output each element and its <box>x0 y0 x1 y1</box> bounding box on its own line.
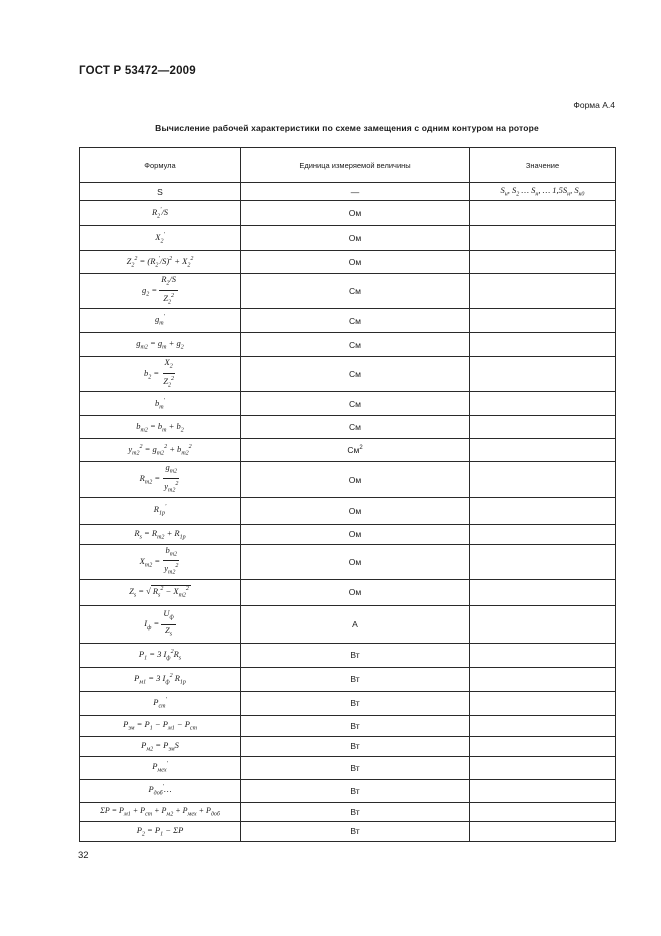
unit-cell: См <box>241 416 470 439</box>
formula-cell: S <box>80 183 241 201</box>
formula-cell: $\Sigma P = P_{м1} + P_{ст} + P_{м2} + P_{мех} + P_{доб}$ <box>80 802 241 821</box>
value-cell <box>470 605 616 643</box>
unit-cell: Ом <box>241 524 470 544</box>
formula-cell: $R_s = R_{m2} + R_{1р}$ <box>80 524 241 544</box>
value-cell <box>470 357 616 392</box>
unit-cell: Вт <box>241 643 470 667</box>
table-row <box>80 201 616 226</box>
table-row <box>80 756 616 779</box>
unit-cell: Ом <box>241 544 470 579</box>
value-cell <box>470 497 616 524</box>
formula-cell: $P_1 = 3$ $I_ф^2R_s$ <box>80 643 241 667</box>
unit-cell: Вт <box>241 667 470 691</box>
unit-cell: Вт <box>241 779 470 802</box>
value-cell <box>470 416 616 439</box>
table-row <box>80 605 616 643</box>
table-row <box>80 226 616 251</box>
table-row <box>80 667 616 691</box>
unit-cell: Вт <box>241 802 470 821</box>
unit-cell: Ом <box>241 579 470 605</box>
value-cell <box>470 439 616 462</box>
value-cell <box>470 667 616 691</box>
formula-cell: $g_2$ = $\frac{R_2/S}{Z_2^2}$ <box>80 274 241 309</box>
table-row <box>80 579 616 605</box>
formula-cell: $b_{m2} = b_m + b_2$ <box>80 416 241 439</box>
value-cell <box>470 779 616 802</box>
unit-cell: См <box>241 274 470 309</box>
table-header-row <box>80 148 616 183</box>
value-cell <box>470 333 616 357</box>
value-cell <box>470 309 616 333</box>
page-number: 32 <box>78 850 89 861</box>
formula-cell: $R_2'/S$ <box>80 201 241 226</box>
unit-cell: Ом <box>241 462 470 497</box>
form-label: Форма А.4 <box>573 100 615 110</box>
table-row <box>80 691 616 715</box>
formula-cell: $b_m'$ <box>80 392 241 416</box>
standard-designation: ГОСТ Р 53472—2009 <box>79 65 196 77</box>
value-cell <box>470 524 616 544</box>
unit-cell: — <box>241 183 470 201</box>
unit-cell: А <box>241 605 470 643</box>
formula-cell: $R_{m2}$ = $\frac{g_{m2}}{y_{m2}^2}$ <box>80 462 241 497</box>
table-row <box>80 544 616 579</box>
formula-cell: $R_{1р}'$ <box>80 497 241 524</box>
formula-cell: $P_{м1} = 3$ $I_ф^2$ $R_{1р}$ <box>80 667 241 691</box>
value-cell <box>470 821 616 841</box>
unit-cell: Вт <box>241 736 470 756</box>
formula-cell: $y_{m2}^2 = g_{m2}^2 + b_{m2}^2$ <box>80 439 241 462</box>
formula-cell: $P_{доб}'\dots$ <box>80 779 241 802</box>
formula-cell: $X_2'$ <box>80 226 241 251</box>
table-row <box>80 821 616 841</box>
table-row <box>80 643 616 667</box>
calculation-table <box>79 147 616 842</box>
table-row <box>80 416 616 439</box>
table-row <box>80 183 616 201</box>
value-cell <box>470 802 616 821</box>
unit-cell: Ом <box>241 226 470 251</box>
value-cell <box>470 691 616 715</box>
value-cell <box>470 201 616 226</box>
value-cell <box>470 274 616 309</box>
value-cell: $S_н$, $S_2$ … $S_н$, … $1,5S_н$, $S_{к0}$ <box>470 183 616 201</box>
table-row <box>80 462 616 497</box>
table-row <box>80 736 616 756</box>
formula-cell: $P_2 = P_1 - \Sigma P$ <box>80 821 241 841</box>
table-row <box>80 274 616 309</box>
value-cell <box>470 251 616 274</box>
table-row <box>80 251 616 274</box>
header-unit: Единица измеряемой величины <box>241 148 470 183</box>
value-cell <box>470 715 616 736</box>
formula-cell: $g_{m2} = g_m + g_2$ <box>80 333 241 357</box>
value-cell <box>470 643 616 667</box>
unit-cell: См <box>241 392 470 416</box>
formula-cell: $Z_2^2 = (R_2'/S)^2 + X_2^2$ <box>80 251 241 274</box>
unit-cell: См <box>241 309 470 333</box>
table-row <box>80 333 616 357</box>
unit-cell: Ом <box>241 201 470 226</box>
formula-cell: $I_ф$ = $\frac{U_ф}{Z_s}$ <box>80 605 241 643</box>
table-row <box>80 439 616 462</box>
table-row <box>80 309 616 333</box>
table-row <box>80 524 616 544</box>
header-formula: Формула <box>80 148 241 183</box>
value-cell <box>470 736 616 756</box>
formula-cell: $g_m'$ <box>80 309 241 333</box>
unit-cell: Вт <box>241 821 470 841</box>
value-cell <box>470 392 616 416</box>
formula-cell: $P_{ст}'$ <box>80 691 241 715</box>
table-row <box>80 357 616 392</box>
unit-cell: Вт <box>241 756 470 779</box>
unit-cell: См <box>241 333 470 357</box>
formula-cell: $P_{эм} = P_1 - P_{м1} - P_{ст}$ <box>80 715 241 736</box>
value-cell <box>470 544 616 579</box>
unit-cell: Ом <box>241 251 470 274</box>
document-title: Вычисление рабочей характеристики по схеме замещения с одним контуром на роторе <box>155 123 539 133</box>
value-cell <box>470 226 616 251</box>
unit-cell: Вт <box>241 691 470 715</box>
unit-cell: $См^2$ <box>241 439 470 462</box>
formula-cell: $b_2$ = $\frac{X_2}{Z_2^2}$ <box>80 357 241 392</box>
unit-cell: См <box>241 357 470 392</box>
formula-cell: $P_{мех}'$ <box>80 756 241 779</box>
value-cell <box>470 462 616 497</box>
table-row <box>80 779 616 802</box>
formula-cell: $Z_s$ = √ $R_s^2 - X_{m2}^2$ <box>80 579 241 605</box>
formula-cell: $P_{м2} = P_{эм}S$ <box>80 736 241 756</box>
formula-cell: $X_{m2}$ = $\frac{b_{m2}}{y_{m2}^2}$ <box>80 544 241 579</box>
table-row <box>80 392 616 416</box>
unit-cell: Вт <box>241 715 470 736</box>
table-row <box>80 802 616 821</box>
value-cell <box>470 756 616 779</box>
value-cell <box>470 579 616 605</box>
header-value: Значение <box>470 148 616 183</box>
table-row <box>80 497 616 524</box>
unit-cell: Ом <box>241 497 470 524</box>
table-row <box>80 715 616 736</box>
